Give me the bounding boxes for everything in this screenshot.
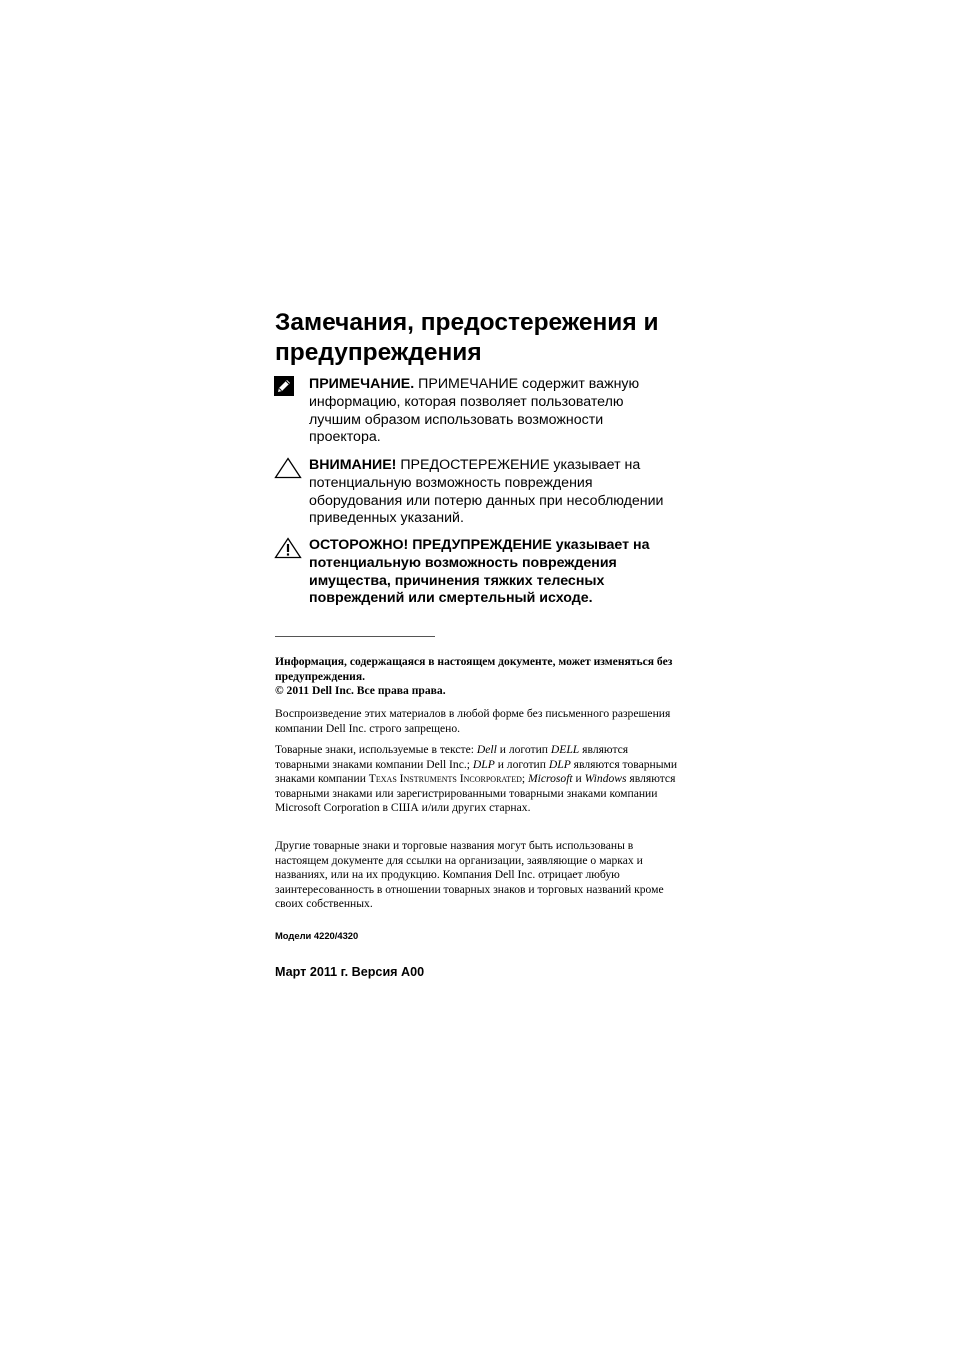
caution-triangle-icon	[274, 457, 302, 485]
trademark-dell: Dell	[476, 743, 497, 756]
divider-line	[275, 636, 435, 637]
warning-text: ПРЕДУПРЕЖДЕНИЕ указывает на потенциальную возможность повреждения имущества, причинения тяжких телесных повреждений или смертельный исходе.	[309, 537, 650, 607]
other-trademarks-text: Другие товарные знаки и торговые названия могут быть использованы в настоящем документе для ссылки на организации, заявляющие о марках и названиях, или на их продукцию. Компания Dell Inc. отрицает любую заинтересованность в отношении товарных знаков и торговых названий кроме своих собственных.	[275, 839, 664, 911]
note-text: ПРИМЕЧАНИЕ содержит важную информацию, которая позволяет пользователю лучшим образом использовать возможности проектора.	[309, 376, 640, 446]
trademark-text: являются товарными знаками или зарегистрированными товарными знаками компании Microsoft Corporation в США и/или других старнах.	[275, 772, 676, 815]
note-pencil-icon	[274, 376, 294, 402]
trademark-dlp-logo: DLP	[548, 757, 571, 771]
trademark-windows: Windows	[584, 772, 627, 786]
trademark-text: являются товарными знаками компании Dell Inc.;	[275, 743, 629, 771]
trademark-text: и логотип	[494, 757, 549, 771]
copyright-line: © 2011 Dell Inc. Все права права.	[275, 684, 446, 698]
info-block	[275, 655, 680, 699]
reproduction-notice	[275, 707, 680, 736]
trademarks-paragraph	[275, 743, 680, 816]
other-trademarks-paragraph	[275, 839, 680, 912]
trademark-dlp: DLP	[472, 757, 495, 771]
caution-block	[274, 457, 674, 528]
trademark-text: и	[572, 772, 585, 786]
warning-label: ОСТОРОЖНО!	[309, 537, 409, 553]
trademark-microsoft: Microsoft	[527, 772, 573, 786]
trademark-text: Товарные знаки, используемые в тексте:	[275, 743, 477, 756]
trademark-text: являются товарными знаками компании	[275, 757, 678, 786]
date-version: Март 2011 г. Версия A00	[275, 965, 425, 979]
note-block	[274, 376, 674, 447]
reproduction-text: Воспроизведение этих материалов в любой форме без письменного разрешения компании Dell Inc. строго запрещено.	[275, 707, 671, 735]
caution-label: ВНИМАНИЕ!	[309, 457, 397, 473]
trademark-text: и логотип	[496, 743, 551, 756]
info-change-notice: Информация, содержащаяся в настоящем документе, может изменяться без предупреждения.	[275, 655, 673, 683]
model-number: Модели 4220/4320	[275, 930, 359, 941]
page-title: Замечания, предостережения и предупреждения	[275, 309, 659, 366]
warning-block	[274, 537, 674, 608]
caution-text: ПРЕДОСТЕРЕЖЕНИЕ указывает на потенциальную возможность повреждения оборудования или потерю данных при несоблюдении приведенных указаний.	[309, 457, 664, 527]
trademark-text: ;	[521, 772, 528, 786]
note-label: ПРИМЕЧАНИЕ.	[309, 376, 415, 392]
trademark-ti: Texas Instruments Incorporated	[368, 772, 522, 786]
warning-exclamation-triangle-icon	[274, 537, 302, 565]
trademark-dell-logo: DELL	[550, 743, 580, 756]
